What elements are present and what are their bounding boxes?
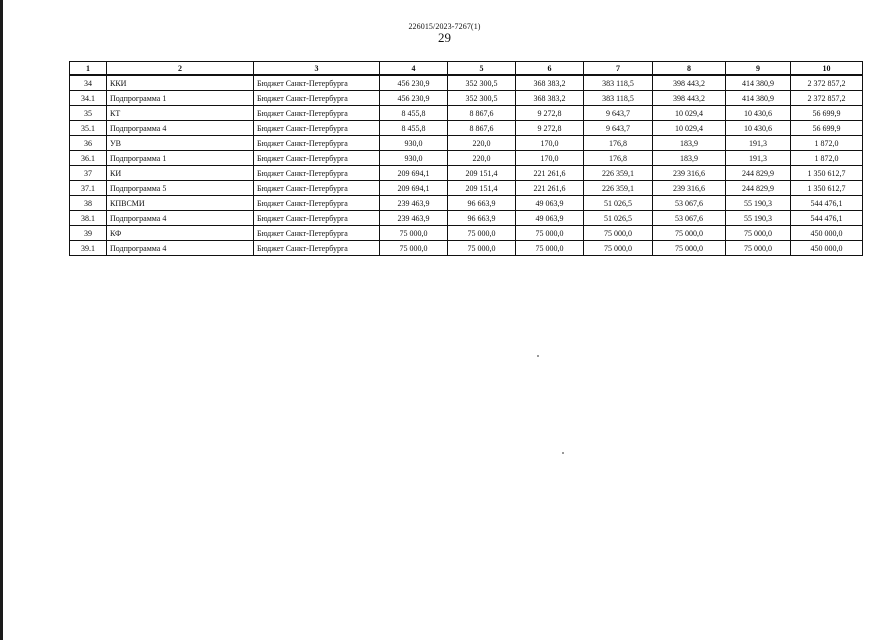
- value-col-9-cell: 191,3: [726, 151, 791, 166]
- value-col-4-cell: 239 463,9: [380, 211, 448, 226]
- value-col-9-cell: 414 380,9: [726, 91, 791, 106]
- value-col-9-cell: 75 000,0: [726, 226, 791, 241]
- value-col-8-cell: 239 316,6: [653, 166, 726, 181]
- value-total-cell: 1 872,0: [791, 136, 863, 151]
- column-header: 2: [107, 62, 254, 76]
- value-col-8-cell: 75 000,0: [653, 241, 726, 256]
- column-header: 9: [726, 62, 791, 76]
- program-name-cell: ККИ: [107, 75, 254, 91]
- value-col-7-cell: 226 359,1: [584, 166, 653, 181]
- column-header: 6: [516, 62, 584, 76]
- value-col-4-cell: 456 230,9: [380, 75, 448, 91]
- value-total-cell: 1 350 612,7: [791, 166, 863, 181]
- program-name-cell: Подпрограмма 4: [107, 211, 254, 226]
- value-col-6-cell: 49 063,9: [516, 211, 584, 226]
- table-row: [70, 211, 863, 226]
- column-header: 1: [70, 62, 107, 76]
- value-col-9-cell: 244 829,9: [726, 166, 791, 181]
- value-total-cell: 450 000,0: [791, 241, 863, 256]
- value-col-8-cell: 183,9: [653, 136, 726, 151]
- value-total-cell: 1 350 612,7: [791, 181, 863, 196]
- funding-source-cell: Бюджет Санкт-Петербурга: [254, 121, 380, 136]
- row-number-cell: 34: [70, 75, 107, 91]
- funding-source-cell: Бюджет Санкт-Петербурга: [254, 226, 380, 241]
- value-col-9-cell: 10 430,6: [726, 121, 791, 136]
- value-col-6-cell: 9 272,8: [516, 121, 584, 136]
- value-col-9-cell: 244 829,9: [726, 181, 791, 196]
- value-col-8-cell: 53 067,6: [653, 211, 726, 226]
- value-col-4-cell: 239 463,9: [380, 196, 448, 211]
- program-name-cell: КИ: [107, 166, 254, 181]
- value-col-5-cell: 220,0: [448, 151, 516, 166]
- value-col-7-cell: 75 000,0: [584, 241, 653, 256]
- value-col-9-cell: 75 000,0: [726, 241, 791, 256]
- value-col-7-cell: 9 643,7: [584, 121, 653, 136]
- value-col-5-cell: 220,0: [448, 136, 516, 151]
- table-body: [70, 75, 863, 256]
- table-row: [70, 241, 863, 256]
- value-col-5-cell: 352 300,5: [448, 75, 516, 91]
- value-col-4-cell: 75 000,0: [380, 241, 448, 256]
- value-total-cell: 56 699,9: [791, 121, 863, 136]
- table-row: [70, 121, 863, 136]
- value-col-7-cell: 226 359,1: [584, 181, 653, 196]
- table-row: [70, 226, 863, 241]
- value-col-8-cell: 10 029,4: [653, 121, 726, 136]
- program-name-cell: КТ: [107, 106, 254, 121]
- program-name-cell: УВ: [107, 136, 254, 151]
- value-col-8-cell: 239 316,6: [653, 181, 726, 196]
- value-col-4-cell: 75 000,0: [380, 226, 448, 241]
- row-number-cell: 36.1: [70, 151, 107, 166]
- value-col-6-cell: 368 383,2: [516, 75, 584, 91]
- table-row: [70, 91, 863, 106]
- program-name-cell: Подпрограмма 1: [107, 91, 254, 106]
- program-name-cell: КФ: [107, 226, 254, 241]
- value-col-5-cell: 8 867,6: [448, 121, 516, 136]
- program-name-cell: КПВСМИ: [107, 196, 254, 211]
- value-total-cell: 2 372 857,2: [791, 91, 863, 106]
- value-col-8-cell: 10 029,4: [653, 106, 726, 121]
- row-number-cell: 34.1: [70, 91, 107, 106]
- value-col-6-cell: 49 063,9: [516, 196, 584, 211]
- value-col-4-cell: 8 455,8: [380, 121, 448, 136]
- scan-speck: [562, 452, 564, 454]
- funding-source-cell: Бюджет Санкт-Петербурга: [254, 166, 380, 181]
- value-total-cell: 544 476,1: [791, 211, 863, 226]
- table-row: [70, 166, 863, 181]
- row-number-cell: 37: [70, 166, 107, 181]
- column-header: 10: [791, 62, 863, 76]
- funding-source-cell: Бюджет Санкт-Петербурга: [254, 136, 380, 151]
- value-total-cell: 1 872,0: [791, 151, 863, 166]
- value-col-5-cell: 209 151,4: [448, 181, 516, 196]
- column-header: 8: [653, 62, 726, 76]
- scan-edge-bar: [0, 0, 3, 640]
- table-row: [70, 151, 863, 166]
- value-col-8-cell: 183,9: [653, 151, 726, 166]
- value-col-5-cell: 8 867,6: [448, 106, 516, 121]
- value-col-4-cell: 209 694,1: [380, 166, 448, 181]
- value-total-cell: 544 476,1: [791, 196, 863, 211]
- program-name-cell: Подпрограмма 4: [107, 241, 254, 256]
- table-row: [70, 106, 863, 121]
- table-row: [70, 196, 863, 211]
- value-col-4-cell: 456 230,9: [380, 91, 448, 106]
- row-number-cell: 38.1: [70, 211, 107, 226]
- funding-source-cell: Бюджет Санкт-Петербурга: [254, 106, 380, 121]
- value-col-7-cell: 75 000,0: [584, 226, 653, 241]
- value-col-7-cell: 9 643,7: [584, 106, 653, 121]
- value-col-6-cell: 170,0: [516, 151, 584, 166]
- value-col-6-cell: 221 261,6: [516, 166, 584, 181]
- value-col-7-cell: 383 118,5: [584, 91, 653, 106]
- value-col-5-cell: 75 000,0: [448, 241, 516, 256]
- value-col-5-cell: 209 151,4: [448, 166, 516, 181]
- value-col-9-cell: 414 380,9: [726, 75, 791, 91]
- funding-source-cell: Бюджет Санкт-Петербурга: [254, 181, 380, 196]
- table-row: [70, 181, 863, 196]
- value-col-7-cell: 383 118,5: [584, 75, 653, 91]
- value-col-8-cell: 53 067,6: [653, 196, 726, 211]
- program-name-cell: Подпрограмма 1: [107, 151, 254, 166]
- value-col-7-cell: 51 026,5: [584, 196, 653, 211]
- value-col-6-cell: 221 261,6: [516, 181, 584, 196]
- value-col-8-cell: 398 443,2: [653, 75, 726, 91]
- row-number-cell: 36: [70, 136, 107, 151]
- value-col-7-cell: 176,8: [584, 151, 653, 166]
- row-number-cell: 39: [70, 226, 107, 241]
- column-header: 7: [584, 62, 653, 76]
- table-header-row: [70, 62, 863, 76]
- funding-source-cell: Бюджет Санкт-Петербурга: [254, 241, 380, 256]
- funding-source-cell: Бюджет Санкт-Петербурга: [254, 91, 380, 106]
- value-col-5-cell: 352 300,5: [448, 91, 516, 106]
- funding-source-cell: Бюджет Санкт-Петербурга: [254, 151, 380, 166]
- value-col-6-cell: 75 000,0: [516, 241, 584, 256]
- value-total-cell: 450 000,0: [791, 226, 863, 241]
- value-col-8-cell: 398 443,2: [653, 91, 726, 106]
- value-col-6-cell: 75 000,0: [516, 226, 584, 241]
- column-header: 5: [448, 62, 516, 76]
- value-col-9-cell: 55 190,3: [726, 196, 791, 211]
- row-number-cell: 35: [70, 106, 107, 121]
- document-reference: 226015/2023-7267(1): [408, 22, 481, 31]
- value-col-6-cell: 368 383,2: [516, 91, 584, 106]
- row-number-cell: 35.1: [70, 121, 107, 136]
- column-header: 4: [380, 62, 448, 76]
- row-number-cell: 39.1: [70, 241, 107, 256]
- value-total-cell: 2 372 857,2: [791, 75, 863, 91]
- value-col-4-cell: 930,0: [380, 151, 448, 166]
- page-number: 29: [438, 30, 451, 45]
- value-col-4-cell: 8 455,8: [380, 106, 448, 121]
- row-number-cell: 37.1: [70, 181, 107, 196]
- row-number-cell: 38: [70, 196, 107, 211]
- value-col-9-cell: 10 430,6: [726, 106, 791, 121]
- budget-table: [69, 61, 863, 256]
- column-header: 3: [254, 62, 380, 76]
- table-row: [70, 75, 863, 91]
- value-col-5-cell: 96 663,9: [448, 211, 516, 226]
- table-row: [70, 136, 863, 151]
- value-col-7-cell: 176,8: [584, 136, 653, 151]
- value-col-6-cell: 9 272,8: [516, 106, 584, 121]
- value-col-9-cell: 191,3: [726, 136, 791, 151]
- value-col-4-cell: 930,0: [380, 136, 448, 151]
- value-total-cell: 56 699,9: [791, 106, 863, 121]
- scan-speck: [537, 355, 539, 357]
- value-col-6-cell: 170,0: [516, 136, 584, 151]
- value-col-7-cell: 51 026,5: [584, 211, 653, 226]
- funding-source-cell: Бюджет Санкт-Петербурга: [254, 196, 380, 211]
- funding-source-cell: Бюджет Санкт-Петербурга: [254, 211, 380, 226]
- program-name-cell: Подпрограмма 5: [107, 181, 254, 196]
- value-col-8-cell: 75 000,0: [653, 226, 726, 241]
- value-col-5-cell: 75 000,0: [448, 226, 516, 241]
- value-col-5-cell: 96 663,9: [448, 196, 516, 211]
- program-name-cell: Подпрограмма 4: [107, 121, 254, 136]
- value-col-9-cell: 55 190,3: [726, 211, 791, 226]
- funding-source-cell: Бюджет Санкт-Петербурга: [254, 75, 380, 91]
- value-col-4-cell: 209 694,1: [380, 181, 448, 196]
